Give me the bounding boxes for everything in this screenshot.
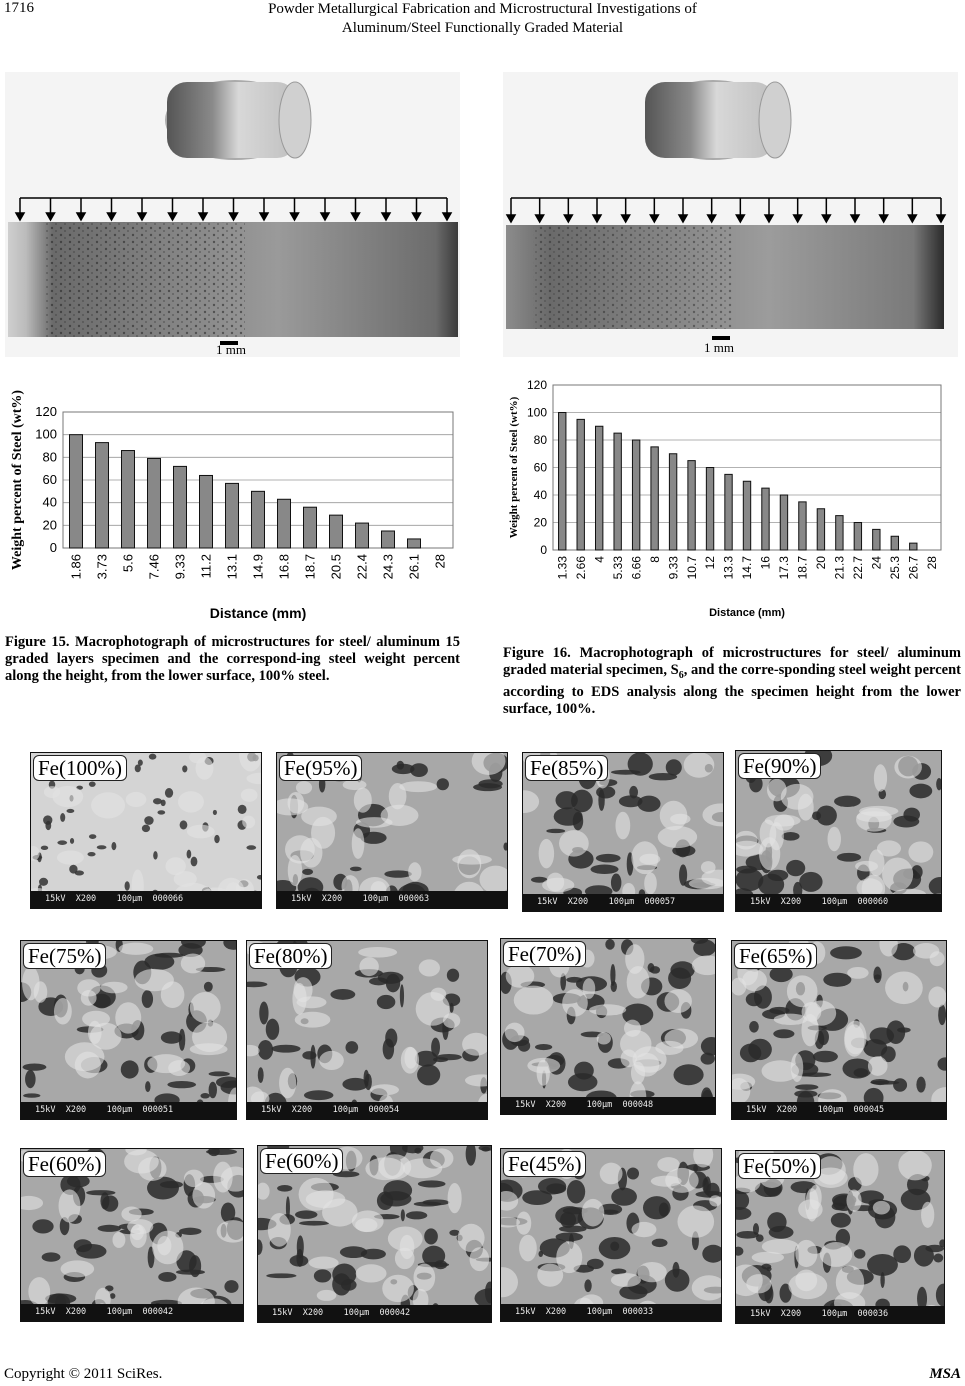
arrow-head <box>382 213 390 220</box>
bar <box>873 529 880 550</box>
arrow-head <box>679 215 687 222</box>
running-title-line2: Aluminum/Steel Functionally Graded Material <box>341 20 624 36</box>
x-tick-label: 17.3 <box>777 556 792 580</box>
sem-micrograph <box>30 752 262 909</box>
bar <box>382 531 395 548</box>
sem-composition-label: Fe(100%) <box>33 755 127 781</box>
bar <box>200 475 213 548</box>
x-tick-label: 16.8 <box>276 554 292 580</box>
figure16-caption-sub: 6 <box>678 669 684 681</box>
running-title-line1: Powder Metallurgical Fabrication and Microstructural Investigations of <box>268 1 697 17</box>
figure16-caption-post: , and the corre-sponding steel weight percent according to EDS analysis along the specimen height from the lower surface, 100%. <box>503 662 961 717</box>
copyright: Copyright © 2011 SciRes. <box>4 1366 163 1382</box>
x-tick-label: 2.66 <box>573 556 588 580</box>
arrow-head <box>794 215 802 222</box>
arrow-head <box>169 213 177 220</box>
bar <box>632 440 639 550</box>
arrow-head <box>536 215 544 222</box>
x-axis-label: Distance (mm) <box>209 605 307 621</box>
y-tick-label: 100 <box>526 405 547 420</box>
x-tick-label: 14.7 <box>740 556 755 580</box>
bar <box>70 435 83 548</box>
y-tick-label: 40 <box>533 488 547 502</box>
journal-abbrev: MSA <box>929 1366 961 1382</box>
x-tick-label: 6.66 <box>629 556 644 580</box>
x-tick-label: 13.3 <box>721 556 736 580</box>
page-number: 1716 <box>4 0 34 16</box>
arrow-head <box>138 213 146 220</box>
bar <box>688 461 695 550</box>
sem-info-bar: 15kV X200 100µm 000051 <box>21 1102 236 1119</box>
x-tick-label: 1.33 <box>555 556 570 580</box>
arrow-head <box>593 215 601 222</box>
arrow-head <box>260 213 268 220</box>
fig16-specimen-drawing <box>503 72 958 357</box>
sem-composition-label: Fe(95%) <box>279 755 362 781</box>
arrow-head <box>47 213 55 220</box>
bar <box>148 458 161 548</box>
sem-micrograph <box>257 1145 492 1323</box>
sem-micrograph <box>276 752 508 909</box>
y-tick-label: 120 <box>526 378 547 392</box>
bar <box>891 536 898 550</box>
arrow-head <box>352 213 360 220</box>
sem-info-bar: 15kV X200 100µm 000042 <box>258 1305 491 1322</box>
arrow-head <box>908 215 916 222</box>
bar <box>252 491 265 548</box>
x-tick-label: 24 <box>869 556 884 570</box>
x-tick-label: 28 <box>432 554 448 569</box>
sem-composition-label: Fe(85%) <box>525 755 608 781</box>
bar <box>356 523 369 548</box>
fig16-macrophotograph <box>503 72 958 357</box>
y-tick-label: 80 <box>42 449 57 465</box>
bar <box>799 502 806 550</box>
sem-info-bar: 15kV X200 100µm 000033 <box>501 1304 721 1321</box>
sem-info-bar: 15kV X200 100µm 000057 <box>523 894 723 911</box>
x-tick-label: 5.33 <box>610 556 625 580</box>
arrow-head <box>765 215 773 222</box>
x-tick-label: 1.86 <box>68 554 84 580</box>
running-title <box>0 0 965 38</box>
sem-micrograph <box>20 1148 244 1322</box>
sem-composition-label: Fe(60%) <box>260 1148 343 1174</box>
bar <box>304 507 317 548</box>
bar <box>174 466 187 548</box>
arrow-head <box>321 213 329 220</box>
bar <box>817 509 824 550</box>
sem-info-bar: 15kV X200 100µm 000042 <box>21 1304 243 1321</box>
arrow-head <box>199 213 207 220</box>
arrow-head <box>851 215 859 222</box>
sem-micrograph <box>731 940 947 1120</box>
x-tick-label: 28 <box>924 556 939 570</box>
x-tick-label: 22.7 <box>851 556 866 580</box>
figure16-caption-pre: Figure 16. Macrophotograph of microstructures for steel/ aluminum graded material specimen, S <box>503 645 961 678</box>
sem-composition-label: Fe(70%) <box>503 941 586 967</box>
sem-info-bar: 15kV X200 100µm 000054 <box>247 1102 487 1119</box>
y-tick-label: 0 <box>49 540 57 555</box>
x-tick-label: 9.33 <box>666 556 681 580</box>
x-axis-label: Distance (mm) <box>709 607 785 619</box>
sem-micrograph <box>522 752 724 912</box>
x-tick-label: 7.46 <box>146 554 162 580</box>
fig16-bar-chart <box>503 375 958 620</box>
arrow-head <box>413 213 421 220</box>
y-tick-label: 120 <box>35 404 57 419</box>
arrow-head <box>564 215 572 222</box>
x-tick-label: 20.5 <box>328 554 344 580</box>
bar <box>762 488 769 550</box>
sem-composition-label: Fe(80%) <box>249 943 332 969</box>
y-tick-label: 60 <box>533 460 547 475</box>
x-tick-label: 9.33 <box>172 554 188 580</box>
bar <box>330 515 343 548</box>
x-tick-label: 10.7 <box>684 556 699 580</box>
fig15-specimen-drawing <box>5 72 460 357</box>
bar <box>854 523 861 551</box>
sem-info-bar: 15kV X200 100µm 000045 <box>732 1102 946 1119</box>
x-tick-label: 14.9 <box>250 554 266 580</box>
arrow-head <box>937 215 945 222</box>
x-tick-label: 12 <box>703 556 718 570</box>
y-tick-label: 20 <box>533 515 547 530</box>
bar <box>706 468 713 551</box>
x-tick-label: 3.73 <box>94 554 110 580</box>
sem-info-bar: 15kV X200 100µm 000048 <box>501 1097 715 1114</box>
sem-micrograph <box>20 940 237 1120</box>
fig16-scale-label: 1 mm <box>704 340 734 355</box>
sem-micrograph <box>246 940 488 1120</box>
x-tick-label: 24.3 <box>380 554 396 580</box>
arrow-head <box>736 215 744 222</box>
sem-micrograph <box>735 750 942 912</box>
fig15-bar-chart <box>5 382 455 622</box>
bar <box>577 419 584 550</box>
arrow-head <box>622 215 630 222</box>
arrow-head <box>291 213 299 220</box>
x-tick-label: 11.2 <box>198 554 214 579</box>
bar <box>96 443 109 548</box>
y-tick-label: 100 <box>35 426 57 442</box>
sem-micrograph <box>500 1148 722 1322</box>
bar <box>910 543 917 550</box>
bar <box>408 539 421 548</box>
x-tick-label: 22.4 <box>354 554 370 580</box>
y-tick-label: 40 <box>42 494 57 510</box>
arrow-head <box>507 215 515 222</box>
y-axis-label: Weight percent of Steel (wt%) <box>508 396 520 539</box>
arrow-head <box>77 213 85 220</box>
y-axis-label: Weight percent of Steel (wt%) <box>10 389 25 571</box>
bar <box>651 447 658 550</box>
bar <box>226 483 239 548</box>
arrow-head <box>443 213 451 220</box>
arrow-head <box>822 215 830 222</box>
sem-info-bar: 15kV X200 100µm 000066 <box>31 891 261 908</box>
x-tick-label: 26.1 <box>406 554 422 580</box>
figure16-caption <box>503 645 961 718</box>
x-tick-label: 20 <box>814 556 829 570</box>
x-tick-label: 21.3 <box>832 556 847 580</box>
x-tick-label: 18.7 <box>795 556 810 580</box>
arrow-head <box>650 215 658 222</box>
sem-info-bar: 15kV X200 100µm 000063 <box>277 891 507 908</box>
x-tick-label: 8 <box>647 556 662 563</box>
sem-composition-label: Fe(50%) <box>738 1153 821 1179</box>
x-tick-label: 25.3 <box>888 556 903 580</box>
x-tick-label: 13.1 <box>224 554 240 580</box>
sem-info-bar: 15kV X200 100µm 000060 <box>736 894 941 911</box>
x-tick-label: 16 <box>758 556 773 570</box>
bar <box>278 499 291 548</box>
sem-composition-label: Fe(75%) <box>23 943 106 969</box>
y-tick-label: 60 <box>42 472 57 487</box>
sem-composition-label: Fe(45%) <box>503 1151 586 1177</box>
bar <box>725 474 732 550</box>
bar <box>669 454 676 550</box>
bar <box>836 516 843 550</box>
arrow-head <box>880 215 888 222</box>
sem-composition-label: Fe(65%) <box>734 943 817 969</box>
fig15-macrophotograph <box>5 72 460 357</box>
bar <box>595 426 602 550</box>
sem-micrograph <box>500 938 716 1115</box>
arrow-head <box>108 213 116 220</box>
bar <box>614 433 621 550</box>
x-tick-label: 26.7 <box>906 556 921 580</box>
sem-composition-label: Fe(90%) <box>738 753 821 779</box>
bar <box>559 413 566 551</box>
arrow-head <box>708 215 716 222</box>
arrow-head <box>230 213 238 220</box>
x-tick-label: 5.6 <box>120 554 136 573</box>
fig15-scale-label: 1 mm <box>216 342 246 357</box>
y-tick-label: 80 <box>533 433 547 447</box>
x-tick-label: 4 <box>592 556 607 563</box>
y-tick-label: 0 <box>540 543 547 557</box>
bar <box>122 451 135 548</box>
sem-composition-label: Fe(60%) <box>23 1151 106 1177</box>
sem-micrograph <box>735 1150 945 1324</box>
arrow-head <box>16 213 24 220</box>
x-tick-label: 18.7 <box>302 554 318 580</box>
y-tick-label: 20 <box>42 517 57 533</box>
figure15-caption: Figure 15. Macrophotograph of microstructures for steel/ aluminum 15 graded layers specimen and the correspond-ing steel weight percent along the height, from the lower surface, 100% steel. <box>5 634 460 684</box>
sem-info-bar: 15kV X200 100µm 000036 <box>736 1306 944 1323</box>
bar <box>780 495 787 550</box>
bar <box>743 481 750 550</box>
